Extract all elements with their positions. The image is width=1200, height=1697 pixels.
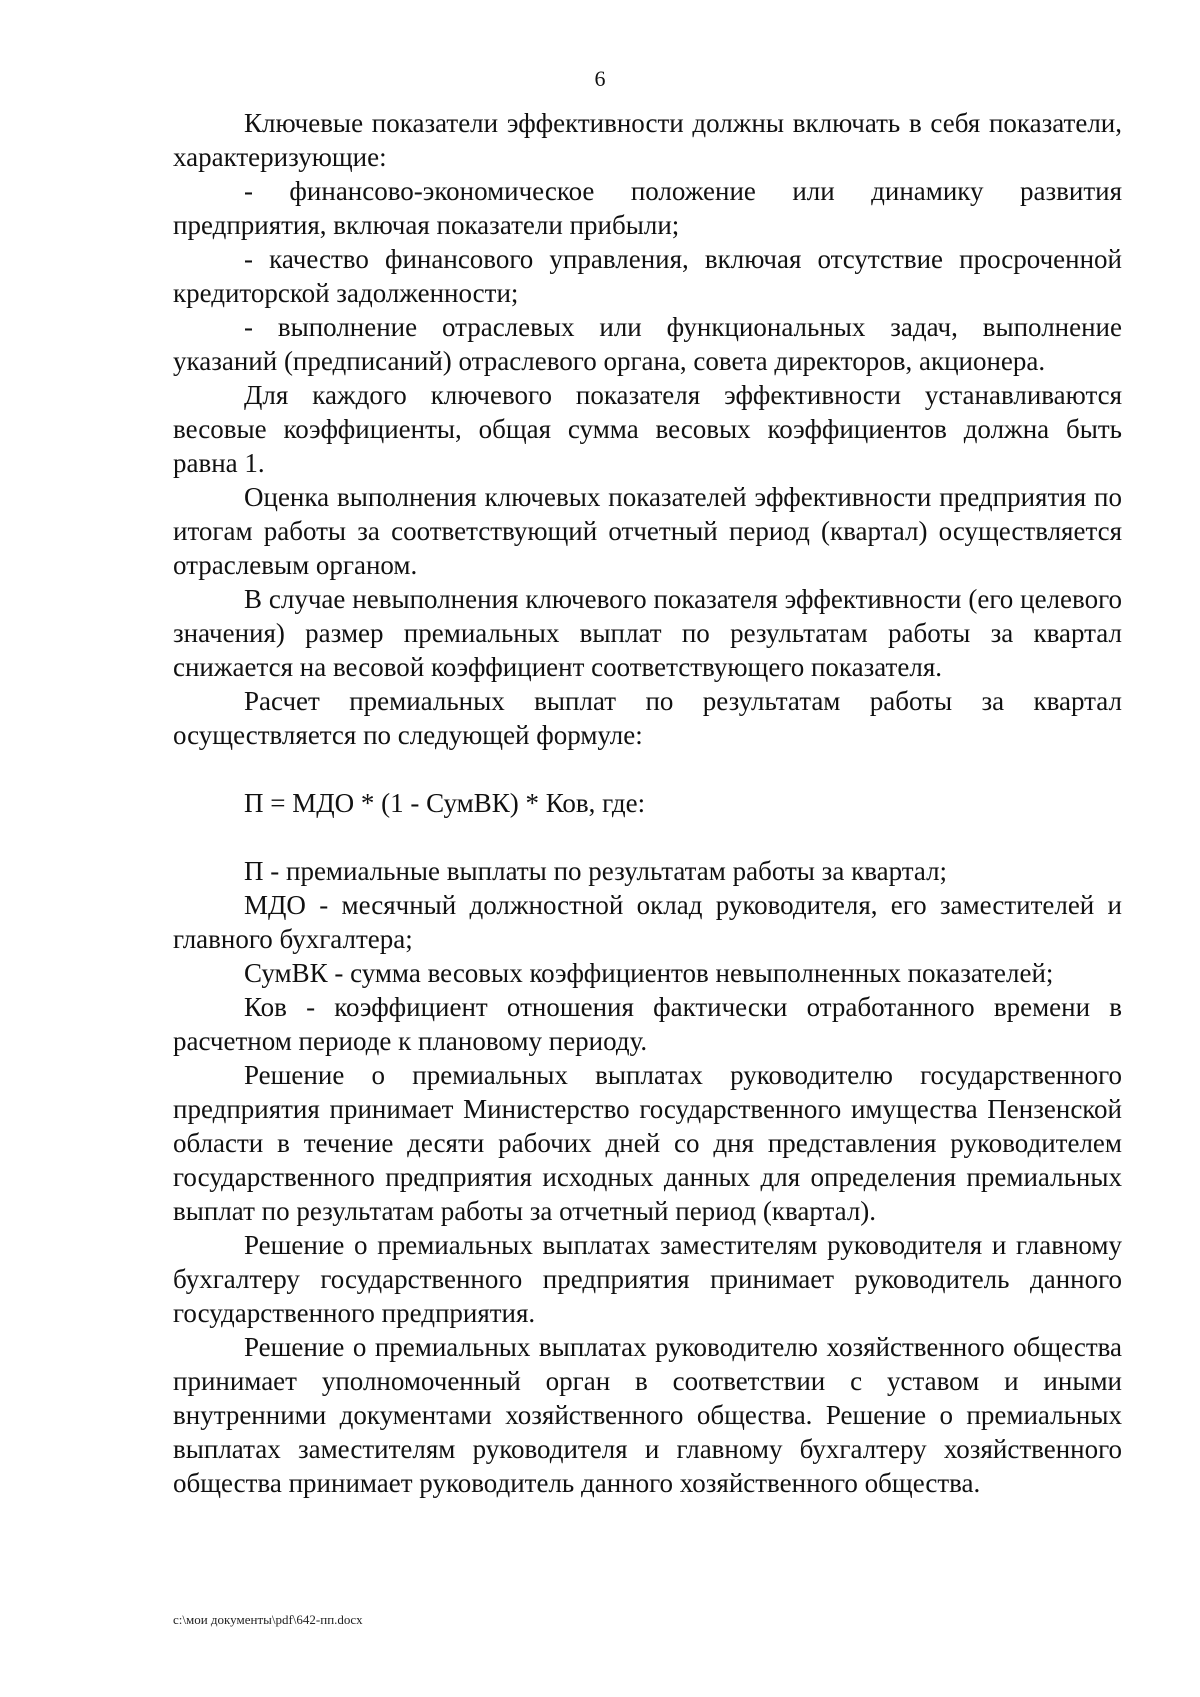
paragraph-calculation-intro: Расчет премиальных выплат по результатам работы за квартал осуществляется по следующей формуле: [173, 686, 1122, 750]
page-number: 6 [594, 66, 606, 91]
definition-p: П - премиальные выплаты по результатам работы за квартал; [244, 856, 948, 886]
bonus-formula: П = МДО * (1 - СумВК) * Ков, где: [244, 788, 646, 818]
paragraph-kpi-evaluation: Оценка выполнения ключевых показателей эффективности предприятия по итогам работы за соответствующий отчетный период (квартал) осуществляется отраслевым органом. [173, 482, 1122, 580]
list-item-sector-tasks: - выполнение отраслевых или функциональных задач, выполнение указаний (предписаний) отраслевого органа, совета директоров, акционера. [173, 312, 1122, 376]
paragraph-weight-coefficients: Для каждого ключевого показателя эффективности устанавливаются весовые коэффициенты, общая сумма весовых коэффициентов должна быть равна 1. [173, 380, 1122, 478]
definition-mdo: МДО - месячный должностной оклад руководителя, его заместителей и главного бухгалтера; [173, 890, 1122, 954]
paragraph-decision-state-enterprise-deputies: Решение о премиальных выплатах заместителям руководителя и главному бухгалтеру государственного предприятия принимает руководитель данного государственного предприятия. [173, 1230, 1122, 1328]
paragraph-decision-state-enterprise-head: Решение о премиальных выплатах руководителю государственного предприятия принимает Министерство государственного имущества Пензенской области в течение десяти рабочих дней со дня представления руководителем государственного предприятия исходных данных для определения премиальных выплат по результатам работы за отчетный период (квартал). [173, 1060, 1122, 1226]
document-body [173, 106, 1122, 1500]
list-item-financial-management: - качество финансового управления, включая отсутствие просроченной кредиторской задолженности; [173, 244, 1122, 308]
list-item-financial-economic: - финансово-экономическое положение или динамику развития предприятия, включая показатели прибыли; [173, 176, 1122, 240]
footer-file-path: c:\мои документы\pdf\642-пп.docx [173, 1612, 363, 1627]
paragraph-kpi-failure: В случае невыполнения ключевого показателя эффективности (его целевого значения) размер премиальных выплат по результатам работы за квартал снижается на весовой коэффициент соответствующего показателя. [173, 584, 1122, 682]
definition-kov: Ков - коэффициент отношения фактически отработанного времени в расчетном периоде к плановому периоду. [173, 992, 1122, 1056]
paragraph-decision-company: Решение о премиальных выплатах руководителю хозяйственного общества принимает уполномоченный орган в соответствии с уставом и иными внутренними документами хозяйственного общества. Решение о премиальных выплатах заместителям руководителя и главному бухгалтеру хозяйственного общества принимает руководитель данного хозяйственного общества. [173, 1332, 1122, 1498]
paragraph-kpi-intro: Ключевые показатели эффективности должны включать в себя показатели, характеризующие: [173, 108, 1122, 172]
definition-sumvk: СумВК - сумма весовых коэффициентов невыполненных показателей; [244, 958, 1054, 988]
